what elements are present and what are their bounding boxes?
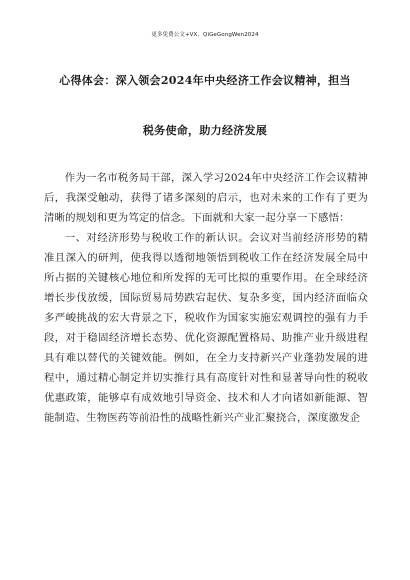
document-title-line-1: 心得体会：深入领会2024年中央经济工作会议精神，担当 bbox=[59, 74, 351, 87]
document-body bbox=[44, 168, 368, 428]
paragraph-intro: 作为一名市税务局干部，深入学习2024年中央经济工作会议精神后，我深受触动，获得了诸多深刻的启示，也对未来的工作有了更为清晰的规划和更为笃定的信念。下面就和大家一起分享一下感悟： bbox=[44, 172, 368, 224]
paragraph-section-1: 一、对经济形势与税收工作的新认识。会议对当前经济形势的精准且深入的研判，使我得以透彻地领悟到税收工作在经济发展全局中所占据的关键核心地位和所发挥的无可比拟的重要作用。在全球经济增长步伐放缓，国际贸易局势跌宕起伏、复杂多变，国内经济面临众多严峻挑战的宏大背景之下，税收作为国家实施宏观调控的强有力手段，对于稳固经济增长态势、优化资源配置格局、助推产业升级进程具有难以替代的关键效能。例如，在全力支持新兴产业蓬勃发展的进程中，通过精心制定并切实推行具有高度针对性和显著导向性的税收优惠政策，能够卓有成效地引导资金、技术和人才向诸如新能源、智能制造、生物医药等前沿性的战略性新兴产业汇聚挠合，深度激发企 bbox=[44, 232, 368, 424]
header-note: 更多免费公文+VX，QiGeGongWen2024 bbox=[151, 32, 259, 38]
document-title-line-2: 税务使命，助力经济发展 bbox=[142, 124, 268, 137]
